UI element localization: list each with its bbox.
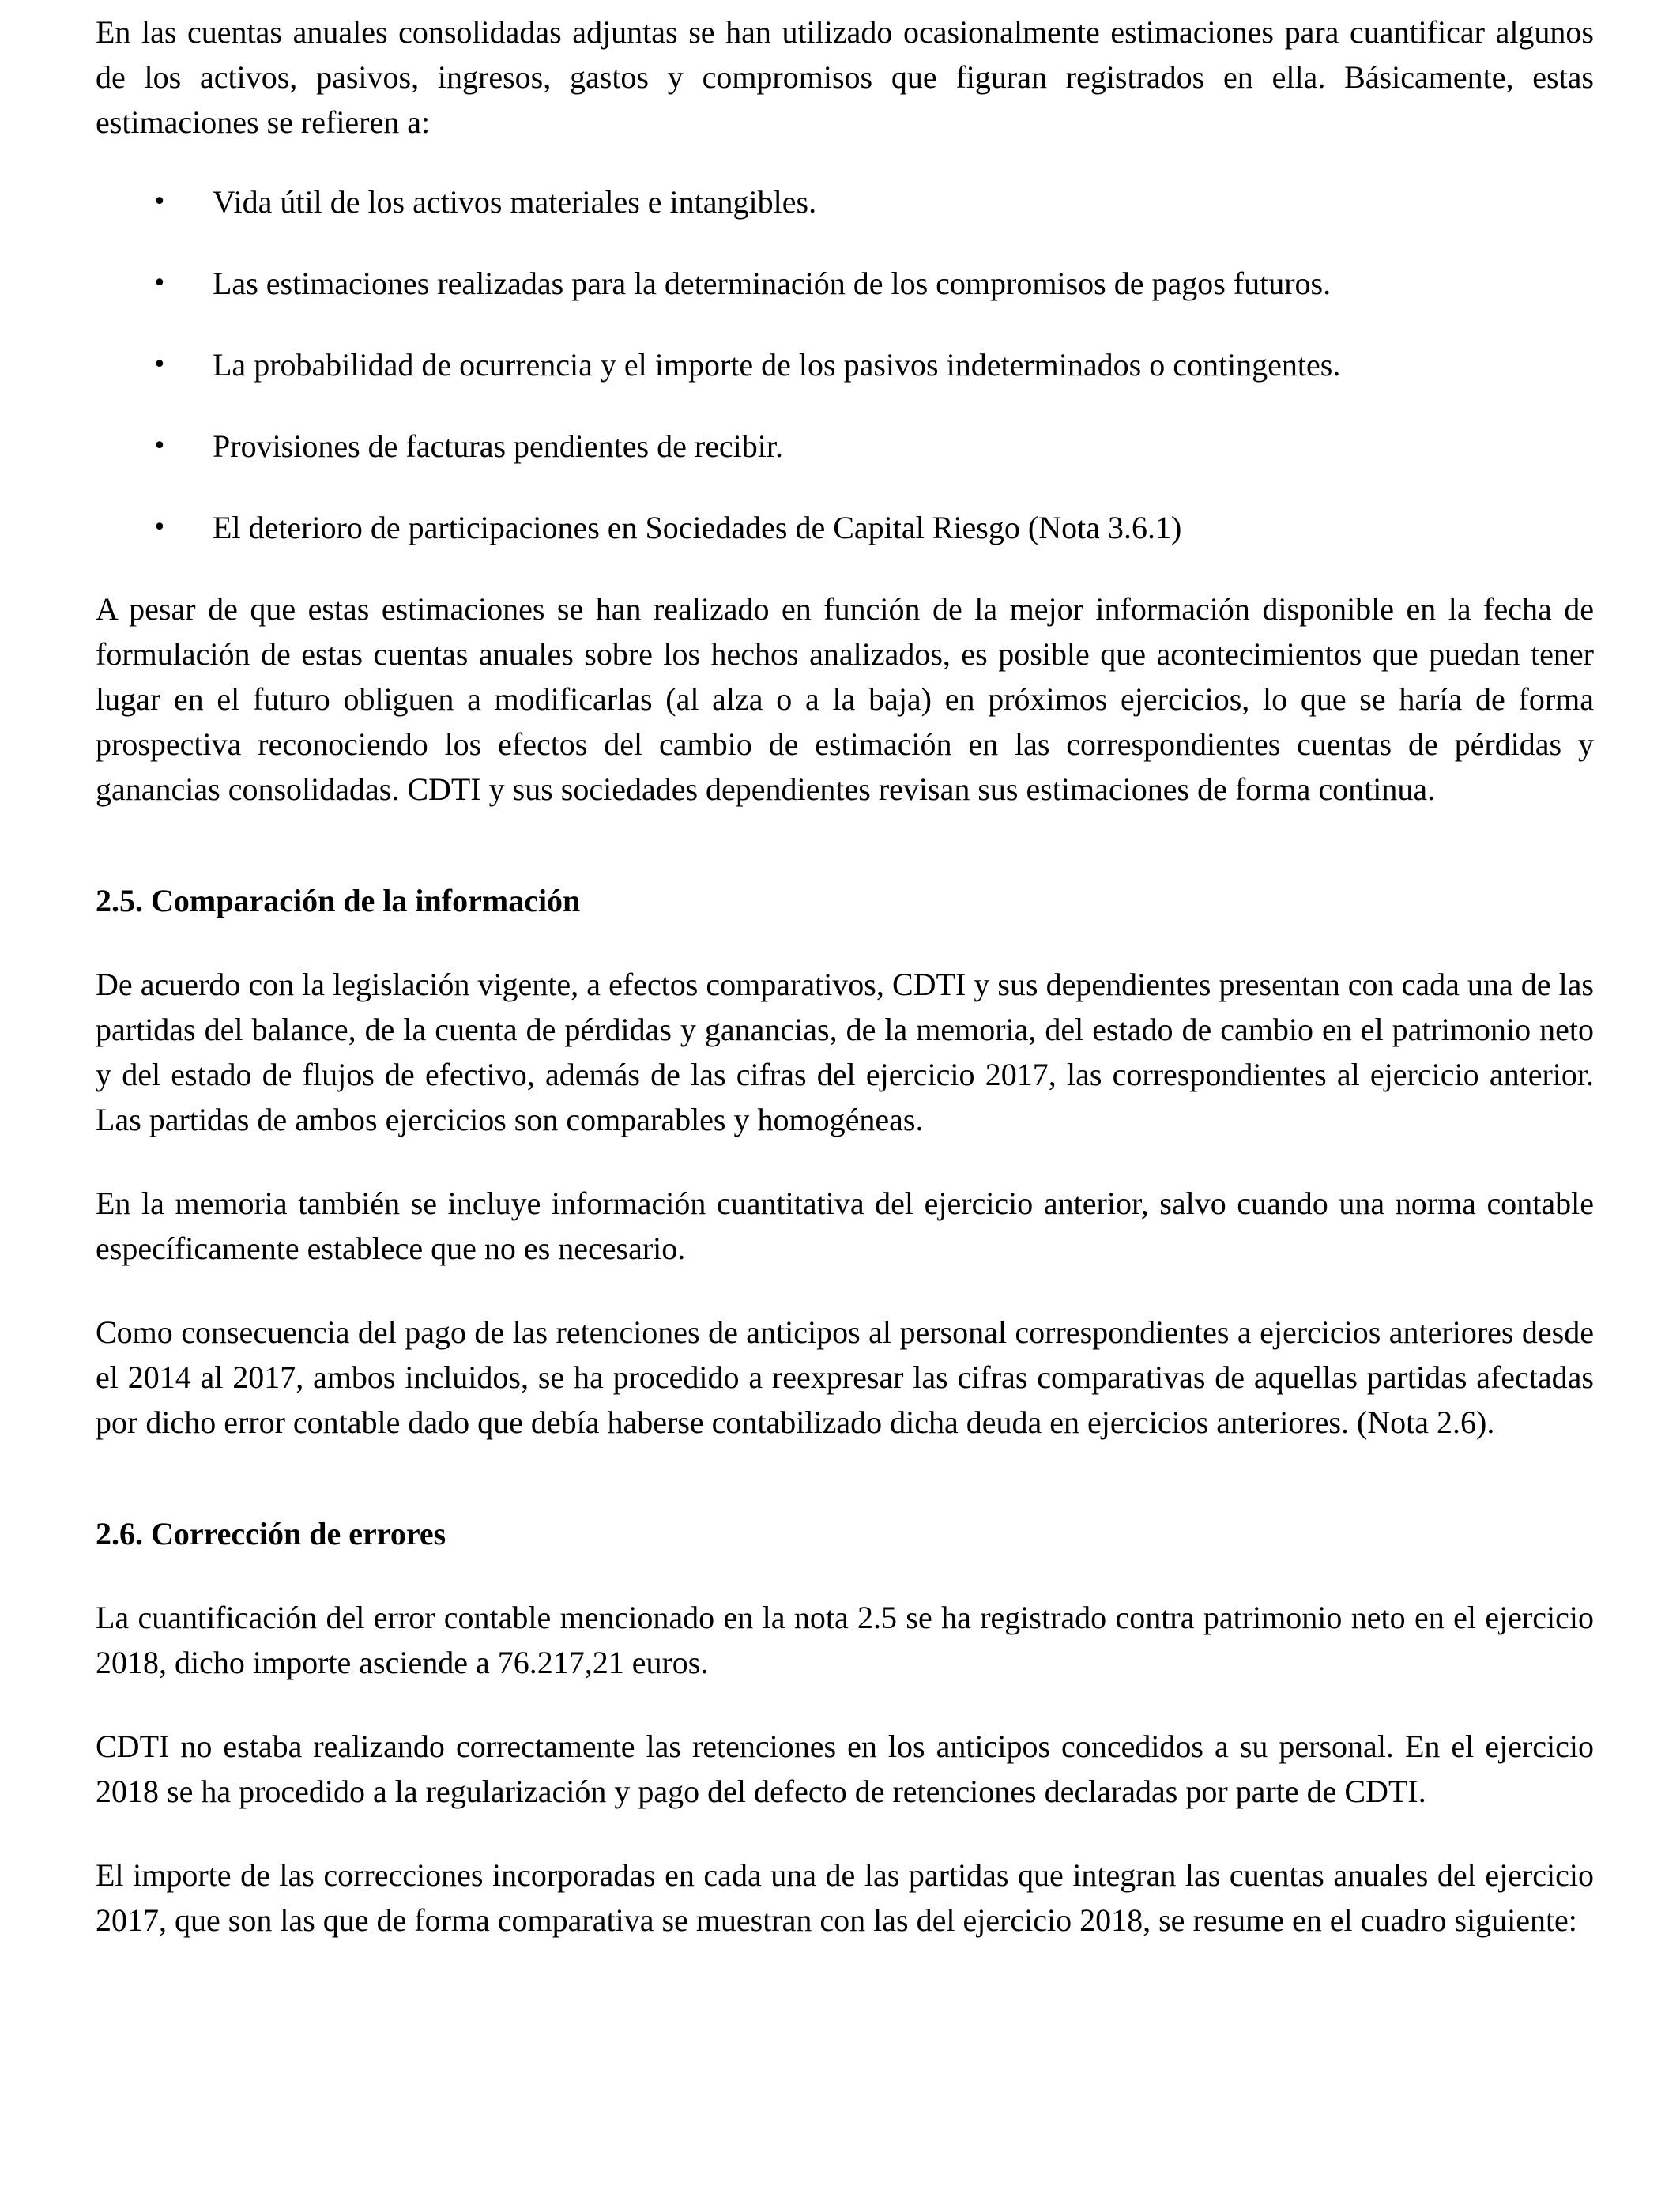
bullet-icon: • bbox=[153, 351, 167, 379]
estimates-paragraph: A pesar de que estas estimaciones se han realizado en función de la mejor información disponible en la fecha de formulación de estas cuentas anuales sobre los hechos analizados, es posible que acontecimientos que puedan tener lugar en el futuro obliguen a modificarlas (al alza o a la baja) en próximos ejercicios, lo que se haría de forma prospectiva reconociendo los efectos del cambio de estimación en las correspondientes cuentas de pérdidas y ganancias consolidadas. CDTI y sus sociedades dependientes revisan sus estimaciones de forma continua. bbox=[96, 591, 1594, 807]
comparacion-paragraph: En la memoria también se incluye información cuantitativa del ejercicio anterior, salvo cuando una norma contable específicamente establece que no es necesario. bbox=[96, 1186, 1594, 1266]
bullet-item bbox=[96, 179, 1594, 224]
bullet-icon: • bbox=[153, 270, 167, 297]
bullet-item bbox=[96, 342, 1594, 387]
bullet-item bbox=[96, 424, 1594, 469]
bullet-icon: • bbox=[153, 514, 167, 541]
bullet-item bbox=[96, 505, 1594, 550]
comparacion-paragraph: Como consecuencia del pago de las retenciones de anticipos al personal correspondientes a ejercicios anteriores desde el 2014 al 2017, ambos incluidos, se ha procedido a reexpresar las cifras comparativas de aquellas partidas afectadas por dicho error contable dado que debía haberse contabilizado dicha deuda en ejercicios anteriores. (Nota 2.6). bbox=[96, 1314, 1594, 1440]
bullet-text: La probabilidad de ocurrencia y el importe de los pasivos indeterminados o contingentes. bbox=[213, 347, 1341, 383]
estimates-bullet-list bbox=[96, 179, 1594, 550]
comparacion-paragraph: De acuerdo con la legislación vigente, a efectos comparativos, CDTI y sus dependientes presentan con cada una de las partidas del balance, de la cuenta de pérdidas y ganancias, de la memoria, del estado de cambio en el patrimonio neto y del estado de flujos de efectivo, además de las cifras del ejercicio 2017, las correspondientes al ejercicio anterior. Las partidas de ambos ejercicios son comparables y homogéneas. bbox=[96, 967, 1594, 1137]
document-page bbox=[96, 9, 1594, 1943]
bullet-icon: • bbox=[153, 432, 167, 460]
bullet-text: El deterioro de participaciones en Sociedades de Capital Riesgo (Nota 3.6.1) bbox=[213, 510, 1182, 545]
bullet-item bbox=[96, 261, 1594, 306]
bullet-text: Provisiones de facturas pendientes de recibir. bbox=[213, 428, 783, 464]
section-heading-correccion: 2.6. Corrección de errores bbox=[96, 1516, 446, 1551]
bullet-icon: • bbox=[153, 188, 167, 216]
bullet-text: Vida útil de los activos materiales e intangibles. bbox=[213, 184, 817, 220]
intro-paragraph: En las cuentas anuales consolidadas adjuntas se han utilizado ocasionalmente estimaciones para cuantificar algunos de los activos, pasivos, ingresos, gastos y compromisos que figuran registrados en ella. Básicamente, estas estimaciones se refieren a: bbox=[96, 14, 1594, 140]
bullet-text: Las estimaciones realizadas para la determinación de los compromisos de pagos futuros. bbox=[213, 266, 1332, 301]
section-heading-comparacion: 2.5. Comparación de la información bbox=[96, 883, 581, 918]
correccion-paragraph: CDTI no estaba realizando correctamente las retenciones en los anticipos concedidos a su personal. En el ejercicio 2018 se ha procedido a la regularización y pago del defecto de retenciones declaradas por parte de CDTI. bbox=[96, 1728, 1594, 1809]
correccion-paragraph: La cuantificación del error contable mencionado en la nota 2.5 se ha registrado contra patrimonio neto en el ejercicio 2018, dicho importe asciende a 76.217,21 euros. bbox=[96, 1600, 1594, 1680]
correccion-paragraph: El importe de las correcciones incorporadas en cada una de las partidas que integran las cuentas anuales del ejercicio 2017, que son las que de forma comparativa se muestran con las del ejercicio 2018, se resume en el cuadro siguiente: bbox=[96, 1857, 1594, 1938]
